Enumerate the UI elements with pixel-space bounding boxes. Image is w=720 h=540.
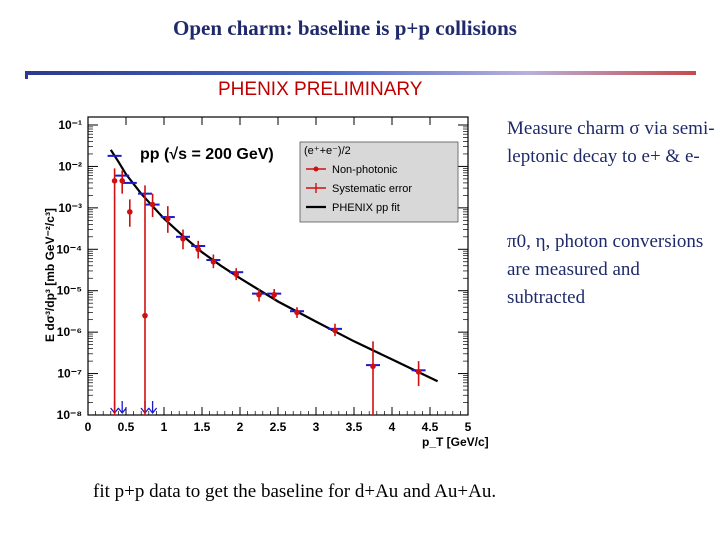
x-tick-label: 3 [312, 420, 320, 434]
x-tick-label: 4.5 [421, 420, 439, 434]
x-tick-label: 5 [464, 420, 472, 434]
data-point [211, 259, 217, 265]
data-point [112, 178, 118, 184]
legend-label: Non-photonic [332, 164, 398, 176]
data-point [142, 313, 148, 319]
legend-label: (e⁺+e⁻)/2 [304, 145, 351, 157]
x-tick-label: 2 [236, 420, 244, 434]
y-tick-label: 10⁻⁴ [56, 242, 82, 257]
data-point [332, 328, 338, 334]
x-tick-label: 1.5 [193, 420, 211, 434]
preliminary-label: PHENIX PRELIMINARY [218, 79, 423, 100]
bottom-caption: fit p+p data to get the baseline for d+Au and Au+Au. [93, 481, 497, 502]
data-point [195, 246, 201, 252]
legend-marker-nonphotonic [314, 167, 319, 172]
y-tick-label: 10⁻³ [58, 200, 82, 215]
data-point [180, 236, 186, 242]
x-tick-label: 1 [160, 420, 168, 434]
data-point [233, 271, 239, 277]
y-tick-label: 10⁻⁵ [56, 283, 82, 298]
upper-limit-arrow [118, 401, 126, 413]
chart-title: pp (√s = 200 GeV) [140, 146, 274, 163]
data-point [119, 178, 125, 184]
side-text-conversions: π0, η, photon conversions are measured and subtracted [507, 231, 704, 308]
upper-limit-arrow [149, 401, 157, 413]
x-tick-label: 2.5 [269, 420, 287, 434]
legend-label: PHENIX pp fit [332, 202, 400, 214]
data-point [294, 310, 300, 316]
data-point [271, 292, 277, 298]
x-tick-label: 4 [388, 420, 396, 434]
data-point [127, 209, 133, 215]
chart-legend [140, 142, 458, 222]
x-axis-title: p_T [GeV/c] [422, 435, 489, 449]
slide-title: Open charm: baseline is p+p collisions [173, 16, 517, 40]
data-point [370, 363, 376, 369]
x-tick-label: 3.5 [345, 420, 363, 434]
y-tick-label: 10⁻¹ [58, 118, 82, 132]
y-tick-label: 10⁻⁷ [57, 366, 82, 381]
legend-label: Systematic error [332, 183, 413, 195]
y-tick-label: 10⁻² [58, 159, 82, 174]
x-tick-label: 0.5 [117, 420, 135, 434]
y-tick-label: 10⁻⁶ [56, 325, 82, 340]
y-tick-label: 10⁻⁸ [56, 408, 82, 422]
y-axis-title: E dσ³/dp³ [mb GeV⁻²/c³] [43, 208, 57, 342]
data-point [165, 216, 171, 222]
data-point [416, 369, 422, 375]
data-point [256, 292, 262, 298]
x-tick-label: 0 [84, 420, 92, 434]
data-point [150, 202, 156, 208]
side-text-charm: Measure charm σ via semi-leptonic decay to e+ & e- [507, 118, 715, 167]
